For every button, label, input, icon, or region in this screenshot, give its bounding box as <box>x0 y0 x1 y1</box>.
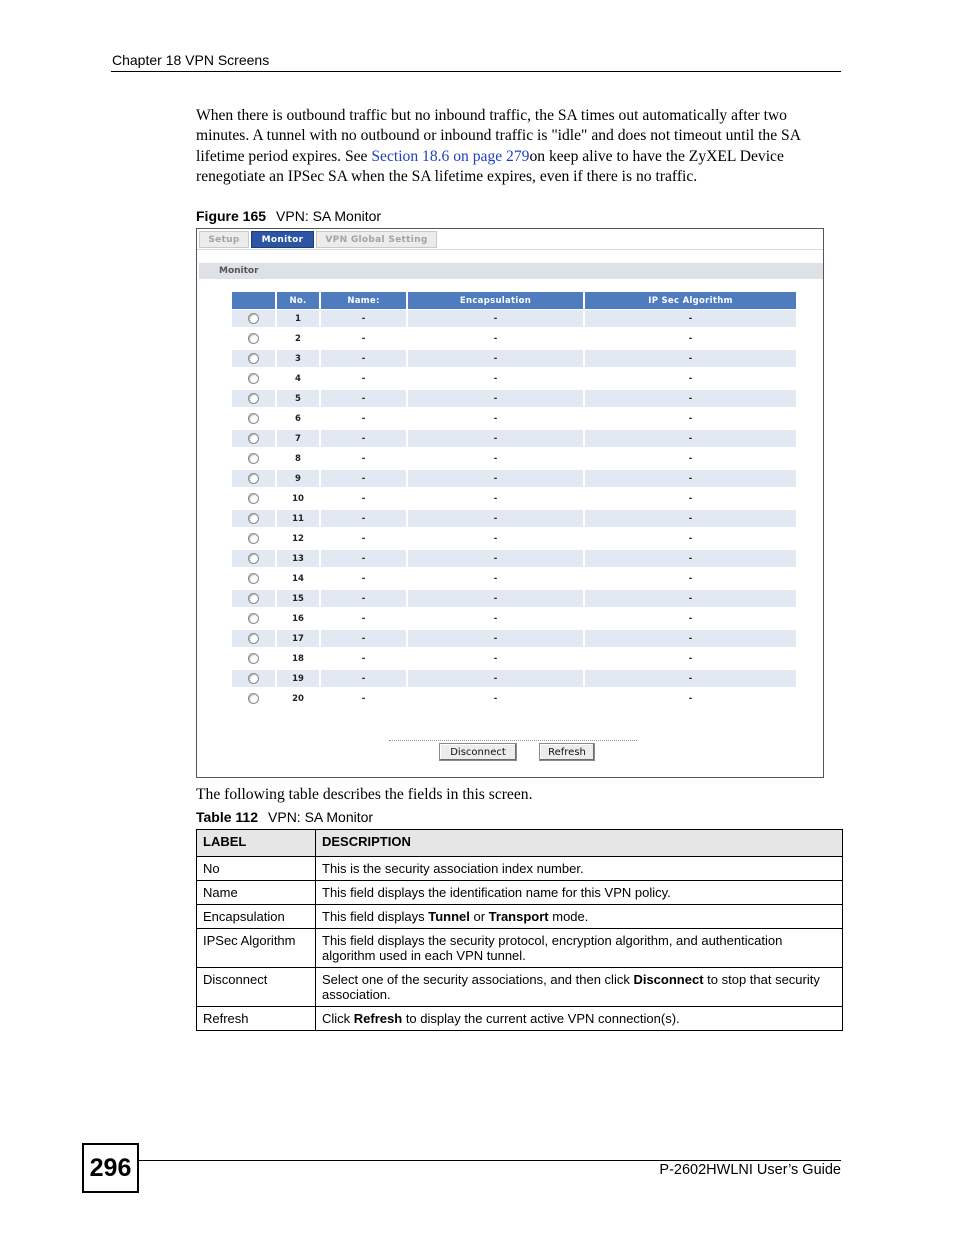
column-header-encapsulation: Encapsulation <box>408 292 583 309</box>
sa-table <box>232 292 796 709</box>
cell-encapsulation: - <box>408 350 583 367</box>
bold-term: Transport <box>488 909 549 924</box>
tab-setup[interactable]: Setup <box>199 231 249 248</box>
row-radio-button[interactable] <box>248 573 259 584</box>
field-label: No <box>197 857 316 881</box>
field-description <box>316 968 843 1007</box>
row-radio-button[interactable] <box>248 453 259 464</box>
table-row <box>232 549 796 569</box>
cell-encapsulation: - <box>408 670 583 687</box>
description-table-header <box>197 830 843 857</box>
table-row <box>232 409 796 429</box>
row-radio-button[interactable] <box>248 653 259 664</box>
cell-name: - <box>321 430 406 447</box>
row-radio-button[interactable] <box>248 413 259 424</box>
tab-bar <box>197 229 823 250</box>
cell-no: 15 <box>277 590 319 607</box>
row-radio-button[interactable] <box>248 513 259 524</box>
cell-encapsulation: - <box>408 390 583 407</box>
row-radio-button[interactable] <box>248 473 259 484</box>
row-select <box>232 690 275 707</box>
description-row <box>197 968 843 1007</box>
cell-name: - <box>321 510 406 527</box>
table-row <box>232 349 796 369</box>
intro-paragraph <box>196 106 844 187</box>
field-label: Encapsulation <box>197 905 316 929</box>
cell-ipsec-algorithm: - <box>585 510 796 527</box>
row-select <box>232 550 275 567</box>
cell-name: - <box>361 373 366 384</box>
cell-no: 20 <box>292 693 304 704</box>
row-select <box>232 630 275 647</box>
cell-ipsec-algorithm: - <box>688 533 693 544</box>
header-rule <box>111 71 841 72</box>
cell-encapsulation: - <box>493 493 498 504</box>
cell-ipsec-algorithm: - <box>585 550 796 567</box>
column-header-name: Name: <box>321 292 406 309</box>
cell-ipsec-algorithm: - <box>688 653 693 664</box>
row-select <box>232 430 275 447</box>
cell-ipsec-algorithm: - <box>688 413 693 424</box>
cell-ipsec-algorithm: - <box>585 430 796 447</box>
table-row <box>232 389 796 409</box>
table-row <box>232 329 796 349</box>
disconnect-button[interactable]: Disconnect <box>439 743 517 761</box>
cell-name: - <box>361 413 366 424</box>
cell-name: - <box>321 470 406 487</box>
cell-no: 9 <box>277 470 319 487</box>
row-radio-button[interactable] <box>248 613 259 624</box>
row-radio-button[interactable] <box>248 353 259 364</box>
cell-encapsulation: - <box>493 413 498 424</box>
table-caption <box>196 809 373 825</box>
description-text: This field displays the security protocol, encryption algorithm, and authentication algorithm used in each VPN tunnel. <box>322 933 783 963</box>
cell-name: - <box>321 590 406 607</box>
cell-no: 1 <box>277 310 319 327</box>
field-description <box>316 1007 843 1031</box>
cell-no: 17 <box>277 630 319 647</box>
cell-encapsulation: - <box>408 590 583 607</box>
cell-ipsec-algorithm: - <box>585 350 796 367</box>
cell-name: - <box>361 693 366 704</box>
description-text: This is the security association index number. <box>322 861 584 876</box>
table-row <box>232 429 796 449</box>
table-row <box>232 509 796 529</box>
field-description <box>316 881 843 905</box>
cell-name: - <box>361 493 366 504</box>
row-radio-button[interactable] <box>248 673 259 684</box>
cell-no: 2 <box>295 333 301 344</box>
row-select <box>232 450 275 467</box>
cell-ipsec-algorithm: - <box>688 613 693 624</box>
cell-encapsulation: - <box>408 470 583 487</box>
cell-name: - <box>361 533 366 544</box>
field-description <box>316 929 843 968</box>
row-select <box>232 650 275 667</box>
table-number: Table 112 <box>196 809 259 825</box>
row-select <box>232 410 275 427</box>
cell-no: 12 <box>292 533 304 544</box>
table-row <box>232 689 796 709</box>
row-radio-button[interactable] <box>248 393 259 404</box>
button-separator <box>389 740 637 741</box>
row-radio-button[interactable] <box>248 493 259 504</box>
cell-name: - <box>321 390 406 407</box>
cell-ipsec-algorithm: - <box>688 493 693 504</box>
column-header-no: No. <box>277 292 319 309</box>
description-text: to stop that security association. <box>322 972 820 1002</box>
row-radio-button[interactable] <box>248 373 259 384</box>
description-text: mode. <box>548 909 589 924</box>
row-select <box>232 590 275 607</box>
field-label: Refresh <box>197 1007 316 1031</box>
cell-no: 5 <box>277 390 319 407</box>
description-text: to display the current active VPN connection(s). <box>402 1011 680 1026</box>
description-text: Click <box>322 1011 354 1026</box>
row-radio-button[interactable] <box>248 633 259 644</box>
description-text: This field displays the identification name for this VPN policy. <box>322 885 671 900</box>
chapter-header: Chapter 18 VPN Screens <box>112 52 270 68</box>
intro-text-end: on keep alive to have the ZyXEL Device renegotiate an IPSec SA when the SA lifetime expires, even if there is no traffic. <box>196 147 784 185</box>
row-radio-button[interactable] <box>248 433 259 444</box>
tab-monitor[interactable]: Monitor <box>251 231 314 248</box>
cell-encapsulation: - <box>493 533 498 544</box>
sa-table-header <box>232 292 796 309</box>
description-row <box>197 1007 843 1031</box>
table-row <box>232 369 796 389</box>
cell-no: 14 <box>292 573 304 584</box>
cell-name: - <box>361 333 366 344</box>
cell-encapsulation: - <box>493 693 498 704</box>
table-row <box>232 649 796 669</box>
cell-encapsulation: - <box>408 630 583 647</box>
cell-ipsec-algorithm: - <box>688 453 693 464</box>
figure-number: Figure 165 <box>196 208 267 224</box>
cell-ipsec-algorithm: - <box>585 590 796 607</box>
bold-term: Disconnect <box>633 972 704 987</box>
row-select <box>232 350 275 367</box>
field-description <box>316 905 843 929</box>
cell-no: 13 <box>277 550 319 567</box>
row-select <box>232 470 275 487</box>
cell-no: 18 <box>292 653 304 664</box>
header-description: DESCRIPTION <box>316 830 843 857</box>
cell-encapsulation: - <box>493 653 498 664</box>
row-select <box>232 310 275 327</box>
bold-term: Refresh <box>353 1011 403 1026</box>
tab-divider <box>197 249 823 250</box>
table-row <box>232 609 796 629</box>
sa-table-body <box>232 309 796 709</box>
table-intro-text: The following table describes the fields in this screen. <box>196 786 533 803</box>
select-column-header <box>232 292 275 309</box>
row-select <box>232 390 275 407</box>
row-radio-button[interactable] <box>248 333 259 344</box>
row-select <box>232 610 275 627</box>
description-row <box>197 929 843 968</box>
cell-name: - <box>361 613 366 624</box>
table-row <box>232 529 796 549</box>
guide-title: P-2602HWLNI User’s Guide <box>659 1162 841 1178</box>
table-title: VPN: SA Monitor <box>268 809 374 825</box>
footer-rule <box>139 1160 841 1161</box>
cell-encapsulation: - <box>493 373 498 384</box>
cell-no: 4 <box>295 373 301 384</box>
refresh-button[interactable]: Refresh <box>539 743 595 761</box>
cell-ipsec-algorithm: - <box>688 693 693 704</box>
cell-encapsulation: - <box>493 613 498 624</box>
figure-caption <box>196 208 381 224</box>
cell-ipsec-algorithm: - <box>585 310 796 327</box>
description-row <box>197 905 843 929</box>
intro-text-start: When there is outbound traffic but no inbound traffic, the SA times out automatically after two minutes. A tunnel with no outbound or inbound traffic is "idle" and does not timeout until the SA lifetime period expires. See <box>196 107 801 165</box>
cell-no: 10 <box>292 493 304 504</box>
cell-name: - <box>321 630 406 647</box>
field-label: Name <box>197 881 316 905</box>
row-select <box>232 490 275 507</box>
table-row <box>232 569 796 589</box>
cell-encapsulation: - <box>408 510 583 527</box>
row-select <box>232 330 275 347</box>
cell-name: - <box>321 350 406 367</box>
cell-no: 6 <box>295 413 301 424</box>
row-radio-button[interactable] <box>248 593 259 604</box>
cell-ipsec-algorithm: - <box>688 333 693 344</box>
field-label: Disconnect <box>197 968 316 1007</box>
bold-term: Tunnel <box>428 909 470 924</box>
description-text: Select one of the security associations, and then click <box>322 972 634 987</box>
row-select <box>232 370 275 387</box>
row-radio-button[interactable] <box>248 313 259 324</box>
cell-encapsulation: - <box>493 573 498 584</box>
description-table-body <box>197 857 843 1031</box>
cell-name: - <box>321 670 406 687</box>
row-select <box>232 530 275 547</box>
cell-ipsec-algorithm: - <box>585 670 796 687</box>
row-radio-button[interactable] <box>248 533 259 544</box>
column-header-ipsec-algorithm: IP Sec Algorithm <box>585 292 796 309</box>
cell-ipsec-algorithm: - <box>585 630 796 647</box>
cell-name: - <box>361 453 366 464</box>
table-row <box>232 469 796 489</box>
table-row <box>232 449 796 469</box>
description-text: or <box>469 909 489 924</box>
table-row <box>232 669 796 689</box>
section-title: Monitor <box>199 263 823 279</box>
table-row <box>232 589 796 609</box>
section-link[interactable]: Section 18.6 on page 279 <box>371 147 530 165</box>
cell-no: 11 <box>277 510 319 527</box>
cell-no: 16 <box>292 613 304 624</box>
cell-no: 19 <box>277 670 319 687</box>
tab-vpn-global-setting[interactable]: VPN Global Setting <box>316 231 437 248</box>
cell-no: 8 <box>295 453 301 464</box>
description-text: This field displays <box>322 909 429 924</box>
row-select <box>232 670 275 687</box>
description-row <box>197 857 843 881</box>
table-row <box>232 489 796 509</box>
table-row <box>232 309 796 329</box>
header-label: LABEL <box>197 830 316 857</box>
cell-name: - <box>321 310 406 327</box>
table-row <box>232 629 796 649</box>
cell-ipsec-algorithm: - <box>585 470 796 487</box>
cell-ipsec-algorithm: - <box>585 390 796 407</box>
cell-name: - <box>361 573 366 584</box>
cell-encapsulation: - <box>408 310 583 327</box>
cell-name: - <box>361 653 366 664</box>
cell-encapsulation: - <box>493 333 498 344</box>
cell-no: 7 <box>277 430 319 447</box>
cell-encapsulation: - <box>408 430 583 447</box>
sa-monitor-screenshot <box>196 228 824 778</box>
field-label: IPSec Algorithm <box>197 929 316 968</box>
row-radio-button[interactable] <box>248 693 259 704</box>
description-row <box>197 881 843 905</box>
row-select <box>232 570 275 587</box>
figure-title: VPN: SA Monitor <box>276 208 382 224</box>
cell-no: 3 <box>277 350 319 367</box>
description-table <box>196 829 843 1031</box>
field-description <box>316 857 843 881</box>
page-number: 296 <box>82 1143 139 1193</box>
cell-name: - <box>321 550 406 567</box>
row-select <box>232 510 275 527</box>
cell-ipsec-algorithm: - <box>688 573 693 584</box>
row-radio-button[interactable] <box>248 553 259 564</box>
cell-ipsec-algorithm: - <box>688 373 693 384</box>
cell-encapsulation: - <box>493 453 498 464</box>
cell-encapsulation: - <box>408 550 583 567</box>
